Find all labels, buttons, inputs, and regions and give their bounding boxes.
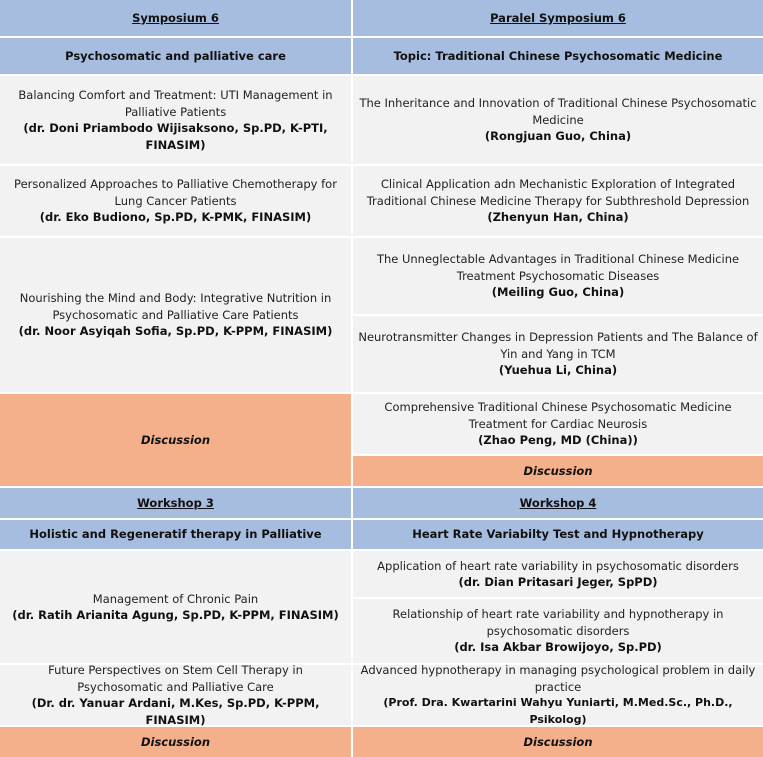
workshop-4-header-text: Workshop 4: [519, 495, 597, 510]
workshop-4-header: [353, 488, 763, 518]
talk-speaker: (dr. Noor Asyiqah Sofia, Sp.PD, K-PPM, FINASIM): [18, 324, 333, 339]
right-talk-1: [353, 76, 763, 164]
workshop-3-header-text: Workshop 3: [137, 495, 214, 510]
talk-title: The Unneglectable Advantages in Traditional Chinese Medicine Treatment Psychosomatic Diseases: [376, 252, 740, 283]
workshop-3-discussion: Discussion: [0, 727, 351, 757]
workshop-4-talk-2: [353, 599, 763, 663]
symposium-6-header-text: Symposium 6: [132, 10, 219, 25]
talk-title: Nourishing the Mind and Body: Integrative Nutrition in Psychosomatic and Palliative Care Patients: [19, 291, 332, 322]
paralel-symposium-6-header-text: Paralel Symposium 6: [490, 10, 626, 25]
left-talk-3: [0, 238, 351, 392]
talk-speaker: (Rongjuan Guo, China): [484, 129, 632, 144]
right-talk-4: [353, 316, 763, 392]
workshop-3-talk-2: [0, 665, 351, 725]
talk-title: Clinical Application adn Mechanistic Exploration of Integrated Traditional Chinese Medicine Therapy for Subthreshold Depression: [366, 177, 750, 208]
talk-title: Advanced hypnotherapy in managing psychological problem in daily practice: [360, 663, 756, 694]
talk-title: Neurotransmitter Changes in Depression Patients and The Balance of Yin and Yang in TCM: [358, 330, 758, 361]
workshop-4-discussion: Discussion: [353, 727, 763, 757]
right-talk-2: [353, 166, 763, 236]
talk-title: Balancing Comfort and Treatment: UTI Management in Palliative Patients: [18, 88, 333, 119]
talk-speaker: (Meiling Guo, China): [491, 285, 625, 300]
right-talk-5: [353, 394, 763, 454]
left-talk-1: [0, 76, 351, 164]
right-discussion: Discussion: [353, 456, 763, 486]
symposium-6-header: [0, 0, 351, 36]
paralel-symposium-6-topic: Topic: Traditional Chinese Psychosomatic Medicine: [353, 38, 763, 74]
talk-title: Personalized Approaches to Palliative Chemotherapy for Lung Cancer Patients: [14, 177, 337, 208]
talk-speaker: (Prof. Dra. Kwartarini Wahyu Yuniarti, M.Med.Sc., Ph.D., Psikolog): [383, 696, 733, 726]
talk-speaker: (Zhenyun Han, China): [487, 210, 629, 225]
right-talk-3: [353, 238, 763, 314]
talk-speaker: (Zhao Peng, MD (China)): [478, 433, 638, 448]
workshop-3-header: [0, 488, 351, 518]
talk-title: Comprehensive Traditional Chinese Psychosomatic Medicine Treatment for Cardiac Neurosis: [384, 400, 732, 431]
talk-speaker: (dr. Ratih Arianita Agung, Sp.PD, K-PPM, FINASIM): [12, 608, 339, 622]
talk-speaker: (Yuehua Li, China): [498, 363, 618, 378]
talk-title: Future Perspectives on Stem Cell Therapy in Psychosomatic and Palliative Care: [48, 663, 303, 694]
talk-title: The Inheritance and Innovation of Traditional Chinese Psychosomatic Medicine: [359, 96, 757, 127]
workshop-4-topic: Heart Rate Variabilty Test and Hypnotherapy: [353, 520, 763, 549]
workshop-4-talk-1: [353, 551, 763, 597]
talk-speaker: (Dr. dr. Yanuar Ardani, M.Kes, Sp.PD, K-PPM, FINASIM): [31, 696, 320, 727]
talk-speaker: (dr. Doni Priambodo Wijisaksono, Sp.PD, K-PTI, FINASIM): [23, 121, 328, 152]
talk-title: Management of Chronic Pain: [92, 591, 259, 606]
talk-speaker: (dr. Dian Pritasari Jeger, SpPD): [458, 575, 658, 589]
symposium-6-topic: Psychosomatic and palliative care: [0, 38, 351, 74]
left-talk-2: [0, 166, 351, 236]
talk-title: Application of heart rate variability in psychosomatic disorders: [377, 558, 739, 573]
workshop-3-talk-1: [0, 551, 351, 663]
left-discussion: Discussion: [0, 394, 351, 486]
talk-speaker: (dr. Isa Akbar Browijoyo, Sp.PD): [454, 640, 662, 655]
workshop-4-talk-3: [353, 665, 763, 725]
workshop-3-topic: Holistic and Regeneratif therapy in Palliative: [0, 520, 351, 549]
talk-title: Relationship of heart rate variability and hypnotherapy in psychosomatic disorders: [392, 607, 724, 638]
paralel-symposium-6-header: [353, 0, 763, 36]
talk-speaker: (dr. Eko Budiono, Sp.PD, K-PMK, FINASIM): [39, 210, 312, 225]
